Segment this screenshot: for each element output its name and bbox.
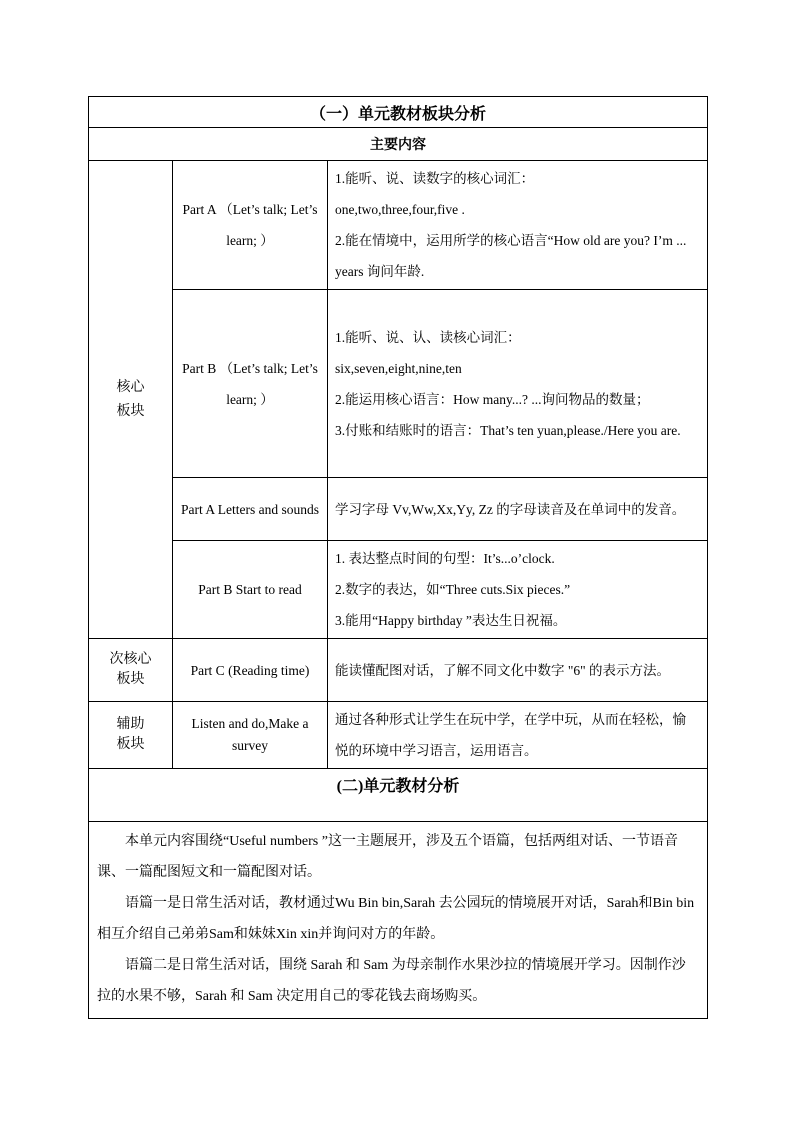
part-label [173, 478, 328, 541]
section1-title: （一）单元教材板块分析 [89, 97, 708, 128]
part-content [328, 161, 708, 290]
secondary-module-label: 次核心 板块 [89, 639, 173, 702]
listen-do-label: Listen and do,Make a survey [191, 716, 309, 753]
part-c-label: Part C (Reading time) [190, 662, 310, 678]
content-line: 1.能听、说、认、读核心词汇： [335, 329, 521, 345]
part-label [173, 161, 328, 290]
paragraph: 语篇二是日常生活对话，围绕 Sarah 和 Sam 为母亲制作水果沙拉的情境展开学习。因制作沙拉的水果不够，Sarah 和 Sam 决定用自己的零花钱去商场购买。 [97, 958, 686, 1004]
content-line: six,seven,eight,nine,ten [335, 360, 462, 376]
content-line: 3.能用“Happy birthday ”表达生日祝福。 [335, 613, 567, 628]
content-line: 1.能听、说、读数字的核心词汇： [335, 171, 535, 186]
content-line: 2.能在情境中，运用所学的核心语言“How old are you? I’m ... years 询问年龄. [335, 233, 687, 279]
paragraph: 本单元内容围绕“Useful numbers ”这一主题展开，涉及五个语篇，包括两组对话、一节语音课、一篇配图短文和一篇配图对话。 [97, 834, 678, 880]
section2-title: (二)单元教材分析 [89, 769, 708, 822]
letters-sounds-label: Part A Letters and sounds [181, 501, 319, 517]
part-content [328, 290, 708, 478]
content-line: one,two,three,four,five . [335, 202, 465, 217]
part-label [173, 702, 328, 769]
content-line: 学习字母 Vv,Ww,Xx,Yy, Zz 的字母读音及在单词中的发音。 [335, 501, 686, 517]
part-content [328, 702, 708, 769]
core-module-label: 核心 板块 [89, 161, 173, 639]
part-b-label: Part B （Let’s talk; Let’s learn; ） [182, 360, 318, 407]
content-line: 能读懂配图对话，了解不同文化中数字 "6" 的表示方法。 [335, 662, 671, 678]
content-line: 1. 表达整点时间的句型：It’s...o’clock. [335, 551, 555, 566]
start-to-read-label: Part B Start to read [198, 582, 302, 597]
main-content-header: 主要内容 [89, 128, 708, 161]
part-label [173, 639, 328, 702]
document-page [88, 96, 707, 1019]
part-content [328, 541, 708, 639]
analysis-paragraphs [89, 822, 708, 1019]
analysis-table [88, 96, 708, 1019]
content-line: 通过各种形式让学生在玩中学，在学中玩，从而在轻松，愉悦的环境中学习语言，运用语言。 [335, 712, 686, 758]
content-line: 2.能运用核心语言：How many...? ...询问物品的数量； [335, 391, 650, 407]
part-content [328, 639, 708, 702]
paragraph: 语篇一是日常生活对话，教材通过Wu Bin bin,Sarah 去公园玩的情境展开对话，Sarah和Bin bin相互介绍自己弟弟Sam和妹妹Xin xin并询问对方的年龄。 [97, 896, 695, 942]
part-label [173, 541, 328, 639]
part-label [173, 290, 328, 478]
content-line: 3.付账和结账时的语言：That’s ten yuan,please./Here you are. [335, 422, 681, 438]
part-a-label: Part A （Let’s talk; Let’s learn; ） [182, 202, 318, 248]
part-content [328, 478, 708, 541]
aux-module-label: 辅助 板块 [89, 702, 173, 769]
content-line: 2.数字的表达，如“Three cuts.Six pieces.” [335, 582, 571, 597]
